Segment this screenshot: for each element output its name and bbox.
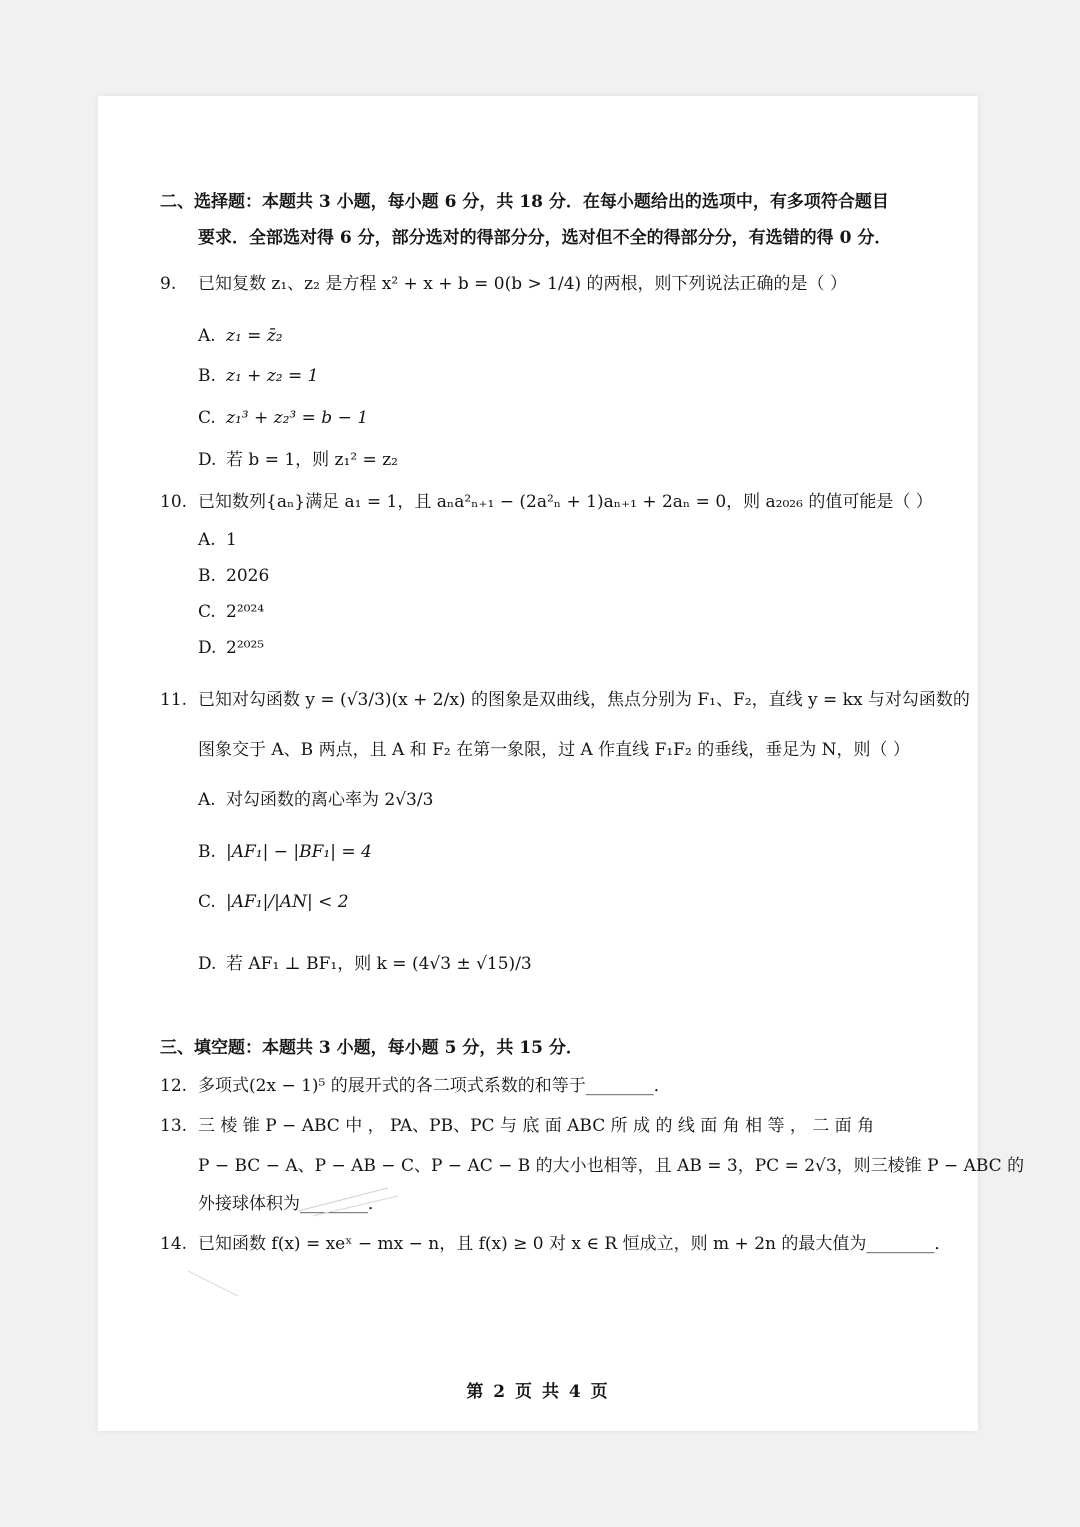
q13-line2: P − BC − A、P − AB − C、P − AC − B 的大小也相等，且 AB = 3，PC = 2√3，则三棱锥 P − ABC 的 xyxy=(198,1156,1025,1176)
q10-stem xyxy=(160,490,933,514)
q13-text1: 三 棱 锥 P − ABC 中 ， PA、PB、PC 与 底 面 ABC 所 成 的 线 面 角 相 等 ， 二 面 角 xyxy=(198,1116,875,1136)
q9-option-c[interactable]: C. z₁³ + z₂³ = b − 1 xyxy=(198,408,369,428)
q12-text: 多项式(2x − 1)⁵ 的展开式的各二项式系数的和等于________． xyxy=(198,1076,671,1096)
q9-option-a[interactable]: A. z₁ = z̄₂ xyxy=(198,326,283,346)
q10-stem-text: 已知数列{aₙ}满足 a₁ = 1，且 aₙa²ₙ₊₁ − (2a²ₙ + 1)aₙ₊₁ + 2aₙ = 0，则 a₂₀₂₆ 的值可能是（ ） xyxy=(198,492,933,512)
page-footer: 第 2 页 共 4 页 xyxy=(466,1382,610,1402)
q11-option-b[interactable]: B. |AF₁| − |BF₁| = 4 xyxy=(198,842,372,862)
q9-option-b[interactable]: B. z₁ + z₂ = 1 xyxy=(198,366,319,386)
q10-option-a[interactable]: A. 1 xyxy=(198,530,237,550)
q9-option-d[interactable]: D. 若 b = 1，则 z₁² = z₂ xyxy=(198,450,398,470)
q11-stem-line2: 图象交于 A、B 两点，且 A 和 F₂ 在第一象限，过 A 作直线 F₁F₂ 的垂线，垂足为 N，则（ ） xyxy=(198,740,910,760)
q14-text: 已知函数 f(x) = xeˣ − mx − n，且 f(x) ≥ 0 对 x ∈ R 恒成立，则 m + 2n 的最大值为________． xyxy=(198,1234,952,1254)
pencil-scribble xyxy=(98,96,978,1431)
q10-option-d[interactable]: D. 2²⁰²⁵ xyxy=(198,638,265,658)
section3-header: 三、填空题：本题共 3 小题，每小题 5 分，共 15 分． xyxy=(160,1038,583,1058)
q13-line3: 外接球体积为________． xyxy=(198,1194,385,1214)
q10-option-b[interactable]: B. 2026 xyxy=(198,566,270,586)
q13-number: 13. xyxy=(160,1116,188,1136)
q12 xyxy=(160,1074,671,1098)
q12-number: 12. xyxy=(160,1076,188,1096)
q14 xyxy=(160,1232,951,1256)
q11-stem-text1: 已知对勾函数 y = (√3/3)(x + 2/x) 的图象是双曲线，焦点分别为 F₁、F₂，直线 y = kx 与对勾函数的 xyxy=(198,690,970,710)
section2-header-line1: 二、选择题：本题共 3 小题，每小题 6 分，共 18 分．在每小题给出的选项中，有多项符合题目 xyxy=(160,192,889,212)
q11-option-a[interactable]: A. 对勾函数的离心率为 2√3/3 xyxy=(198,790,434,810)
q10-number: 10. xyxy=(160,492,188,512)
q11-option-c[interactable]: C. |AF₁|/|AN| < 2 xyxy=(198,892,349,912)
q11-option-d[interactable]: D. 若 AF₁ ⊥ BF₁，则 k = (4√3 ± √15)/3 xyxy=(198,954,532,974)
q13-line1 xyxy=(160,1114,874,1138)
q9-number: 9. xyxy=(160,274,177,294)
section2-header-line2: 要求．全部选对得 6 分，部分选对的得部分分，选对但不全的得部分分，有选错的得 0 分． xyxy=(198,228,892,248)
q9-stem-text: 已知复数 z₁、z₂ 是方程 x² + x + b = 0(b > 1/4) 的两根，则下列说法正确的是（ ） xyxy=(198,274,847,294)
exam-page xyxy=(98,96,1025,1431)
q14-number: 14. xyxy=(160,1234,188,1254)
q11-stem-line1 xyxy=(160,688,970,712)
q11-number: 11. xyxy=(160,690,188,710)
q9-stem xyxy=(160,272,847,296)
q10-option-c[interactable]: C. 2²⁰²⁴ xyxy=(198,602,265,622)
